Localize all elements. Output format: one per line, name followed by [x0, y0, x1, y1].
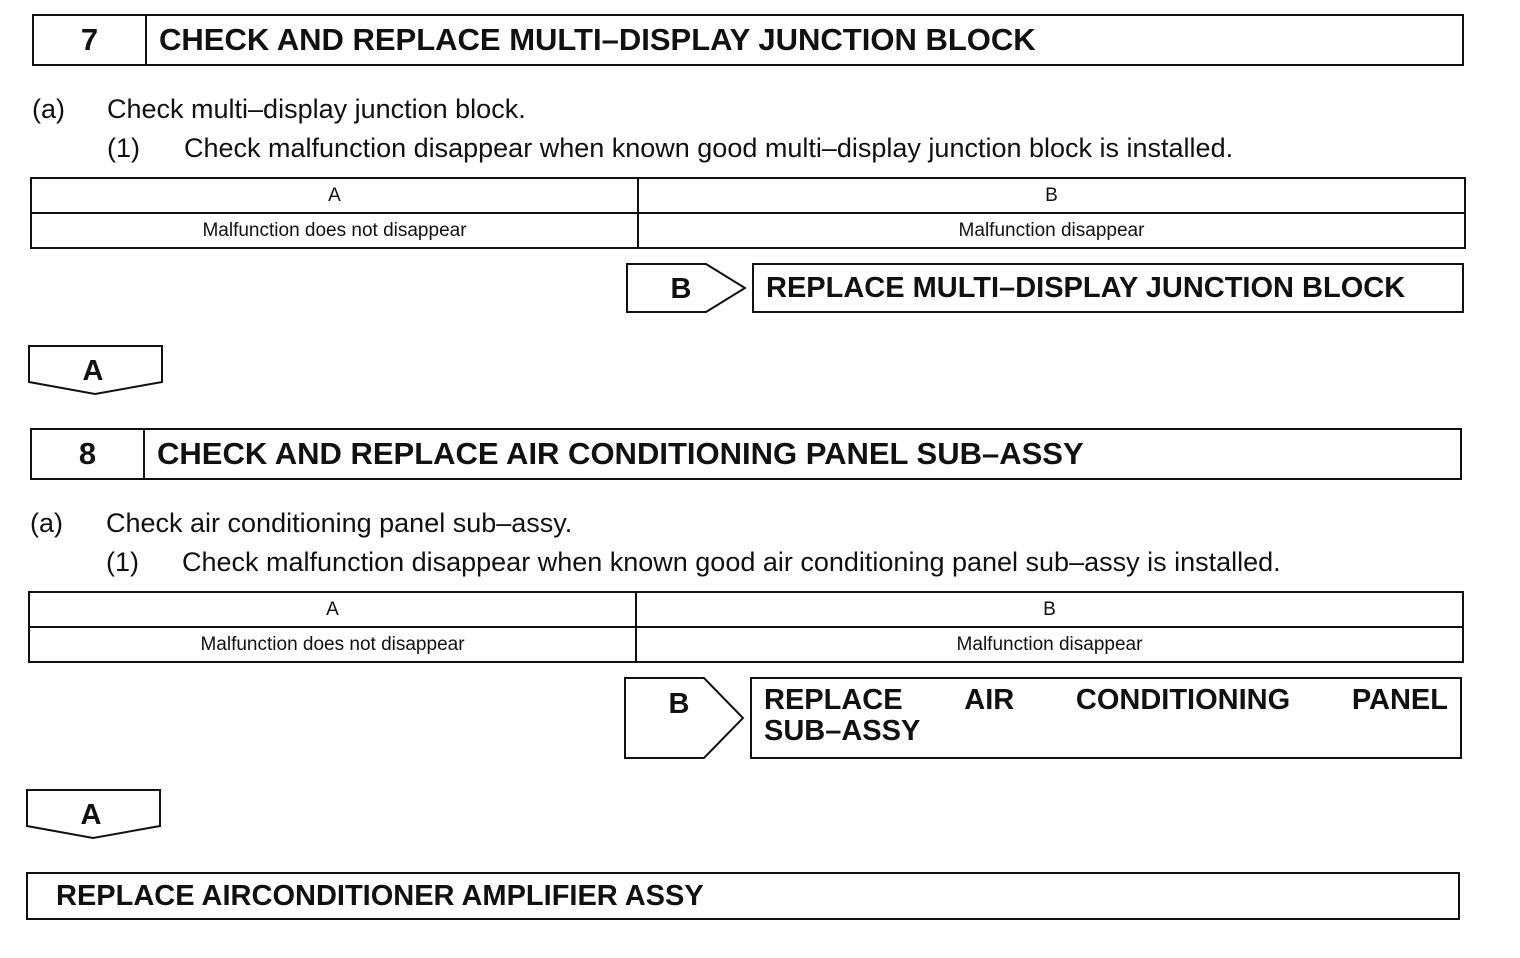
- final-action-box: REPLACE AIRCONDITIONER AMPLIFIER ASSY: [26, 872, 1460, 920]
- step-7-header: [32, 14, 1464, 66]
- step-title: CHECK AND REPLACE AIR CONDITIONING PANEL SUB–ASSY: [157, 436, 1084, 471]
- step-number: 7: [34, 16, 147, 64]
- action-word: CONDITIONING: [1075, 684, 1291, 716]
- step-number: 8: [32, 430, 145, 478]
- result-table: [30, 177, 1466, 249]
- item-label: (1): [107, 133, 140, 163]
- action-line-1: [764, 685, 1448, 716]
- branch-a-arrow: [28, 345, 166, 397]
- step-8-header: [30, 428, 1462, 480]
- result-b: Malfunction disappear: [638, 213, 1465, 248]
- branch-a-label: A: [80, 799, 102, 831]
- header-a: A: [31, 178, 638, 213]
- action-word: AIR: [964, 684, 1015, 716]
- branch-b-label: B: [668, 688, 690, 720]
- item-label: (1): [106, 547, 139, 577]
- branch-a-label: A: [82, 355, 104, 387]
- result-a: Malfunction does not disappear: [29, 627, 636, 662]
- header-b: B: [638, 178, 1465, 213]
- action-word: PANEL: [1351, 684, 1448, 716]
- replace-panel-box: [750, 677, 1462, 759]
- result-a: Malfunction does not disappear: [31, 213, 638, 248]
- item-text: Check malfunction disappear when known good multi–display junction block is installed.: [184, 133, 1234, 163]
- replace-junction-block-box: REPLACE MULTI–DISPLAY JUNCTION BLOCK: [752, 263, 1464, 313]
- action-line-2: SUB–ASSY: [764, 715, 921, 747]
- substep-label: (a): [32, 94, 65, 124]
- step-title: CHECK AND REPLACE MULTI–DISPLAY JUNCTION BLOCK: [159, 22, 1036, 57]
- result-table: [28, 591, 1464, 663]
- substep-label: (a): [30, 508, 63, 538]
- branch-a-arrow: [26, 789, 164, 841]
- branch-b-label: B: [670, 273, 692, 305]
- header-a: A: [29, 592, 636, 627]
- substep-text: Check multi–display junction block.: [107, 94, 526, 124]
- item-text: Check malfunction disappear when known good air conditioning panel sub–assy is installed.: [182, 547, 1281, 577]
- branch-b-arrow: [624, 677, 746, 761]
- substep-text: Check air conditioning panel sub–assy.: [106, 508, 573, 538]
- result-b: Malfunction disappear: [636, 627, 1463, 662]
- action-word: REPLACE: [764, 684, 903, 716]
- header-b: B: [636, 592, 1463, 627]
- branch-b-arrow: [626, 263, 748, 315]
